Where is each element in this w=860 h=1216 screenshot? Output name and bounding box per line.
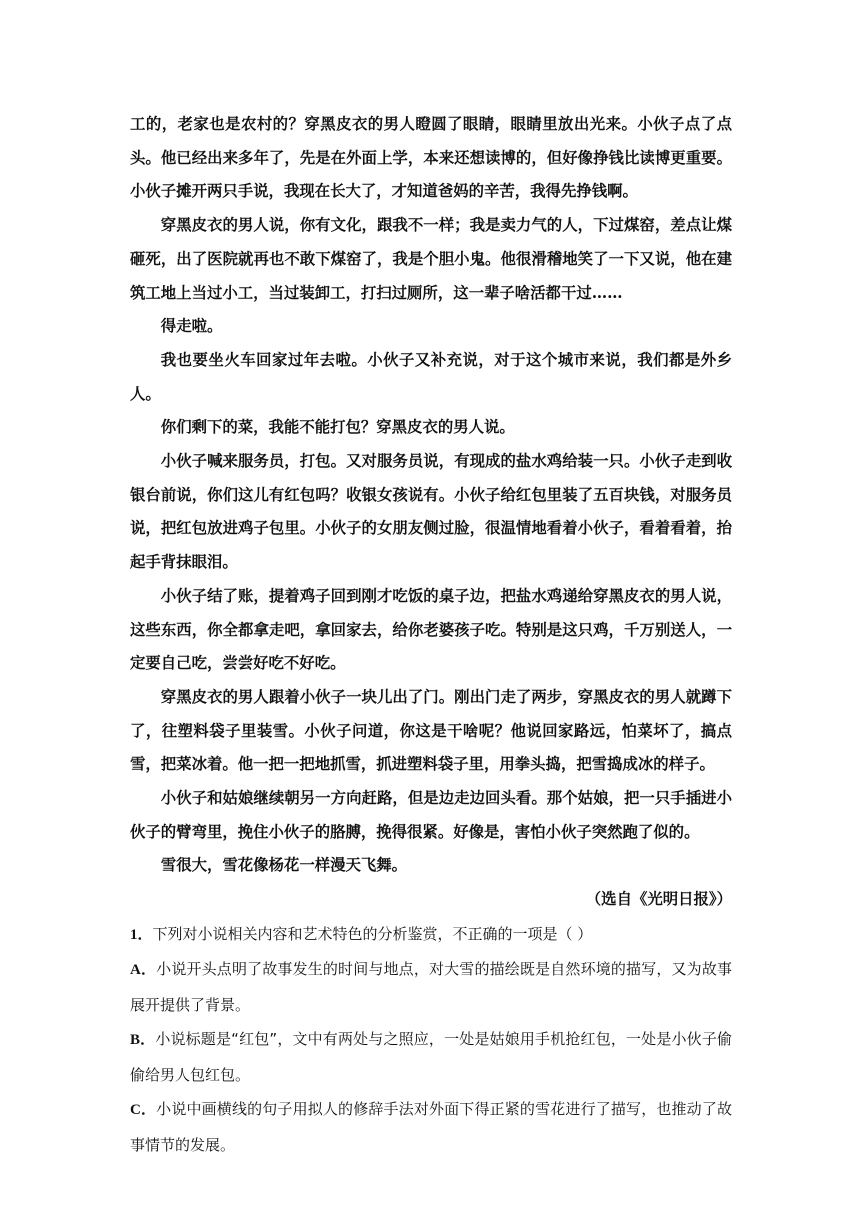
option-text: 小说中画横线的句子用拟人的修辞手法对外面下得正紧的雪花进行了描写，也推动了故事情节的发展。 — [130, 1100, 732, 1154]
story-paragraph: 工的，老家也是农村的？穿黑皮衣的男人瞪圆了眼睛，眼睛里放出光来。小伙子点了点头。他已经出来多年了，先是在外面上学，本来还想读博的，但好像挣钱比读博更重要。小伙子摊开两只手说，我现在长大了，才知道爸妈的辛苦，我得先挣钱啊。 — [130, 115, 732, 201]
question-section — [130, 917, 732, 1163]
story-text — [130, 108, 732, 917]
question-1 — [130, 917, 732, 953]
story-paragraph: 得走啦。 — [160, 317, 223, 336]
story-paragraph: 穿黑皮衣的男人说，你有文化，跟我不一样；我是卖力气的人，下过煤窑，差点让煤砸死，出了医院就再也不敢下煤窑了，我是个胆小鬼。他很滑稽地笑了一下又说，他在建筑工地上当过小工，当过装卸工，打扫过厕所，这一辈子啥活都干过…… — [130, 216, 732, 302]
option-a — [130, 952, 732, 1022]
question-stem: 下列对小说相关内容和艺术特色的分析鉴赏，不正确的一项是（ ） — [152, 924, 593, 943]
option-label: A． — [130, 962, 157, 979]
story-paragraph: 我也要坐火车回家过年去啦。小伙子又补充说，对于这个城市来说，我们都是外乡人。 — [130, 350, 732, 403]
option-label: B． — [130, 1032, 156, 1049]
option-text: 小说标题是“红包”，文中有两处与之照应，一处是姑娘用手机抢红包，一处是小伙子偷偷给男人包红包。 — [130, 1030, 732, 1084]
option-c — [130, 1092, 732, 1162]
option-b — [130, 1022, 732, 1092]
story-paragraph: 小伙子和姑娘继续朝另一方向赶路，但是边走边回头看。那个姑娘，把一只手插进小伙子的臂弯里，挽住小伙子的胳膊，挽得很紧。好像是，害怕小伙子突然跑了似的。 — [130, 789, 732, 841]
story-paragraph: 你们剩下的菜，我能不能打包？穿黑皮衣的男人说。 — [160, 418, 515, 437]
story-paragraph: 小伙子喊来服务员，打包。又对服务员说，有现成的盐水鸡给装一只。小伙子走到收银台前说，你们这儿有红包吗？收银女孩说有。小伙子给红包里装了五百块钱，对服务员说，把红包放进鸡子包里。小伙子的女朋友侧过脸，很温情地看着小伙子，看着看着，抬起手背抹眼泪。 — [130, 452, 732, 572]
story-paragraph: 雪很大，雪花像杨花一样漫天飞舞。 — [160, 856, 408, 875]
story-paragraph: 穿黑皮衣的男人跟着小伙子一块儿出了门。刚出门走了两步，穿黑皮衣的男人就蹲下了，往塑料袋子里装雪。小伙子问道，你这是干啥呢？他说回家路远，怕菜坏了，搞点雪，把菜冰着。他一把一把地抓雪，抓进塑料袋子里，用拳头捣，把雪捣成冰的样子。 — [130, 687, 732, 774]
option-text: 小说开头点明了故事发生的时间与地点，对大雪的描绘既是自然环境的描写，又为故事展开提供了背景。 — [130, 960, 732, 1014]
document-page — [130, 108, 732, 1162]
question-number: 1． — [130, 926, 153, 943]
option-label: C． — [130, 1102, 157, 1119]
source-citation: （选自《光明日报》） — [585, 890, 732, 909]
story-paragraph: 小伙子结了账，提着鸡子回到刚才吃饭的桌子边，把盐水鸡递给穿黑皮衣的男人说，这些东西，你全都拿走吧，拿回家去，给你老婆孩子吃。特别是这只鸡，千万别送人，一定要自己吃，尝尝好吃不好吃。 — [130, 586, 732, 673]
